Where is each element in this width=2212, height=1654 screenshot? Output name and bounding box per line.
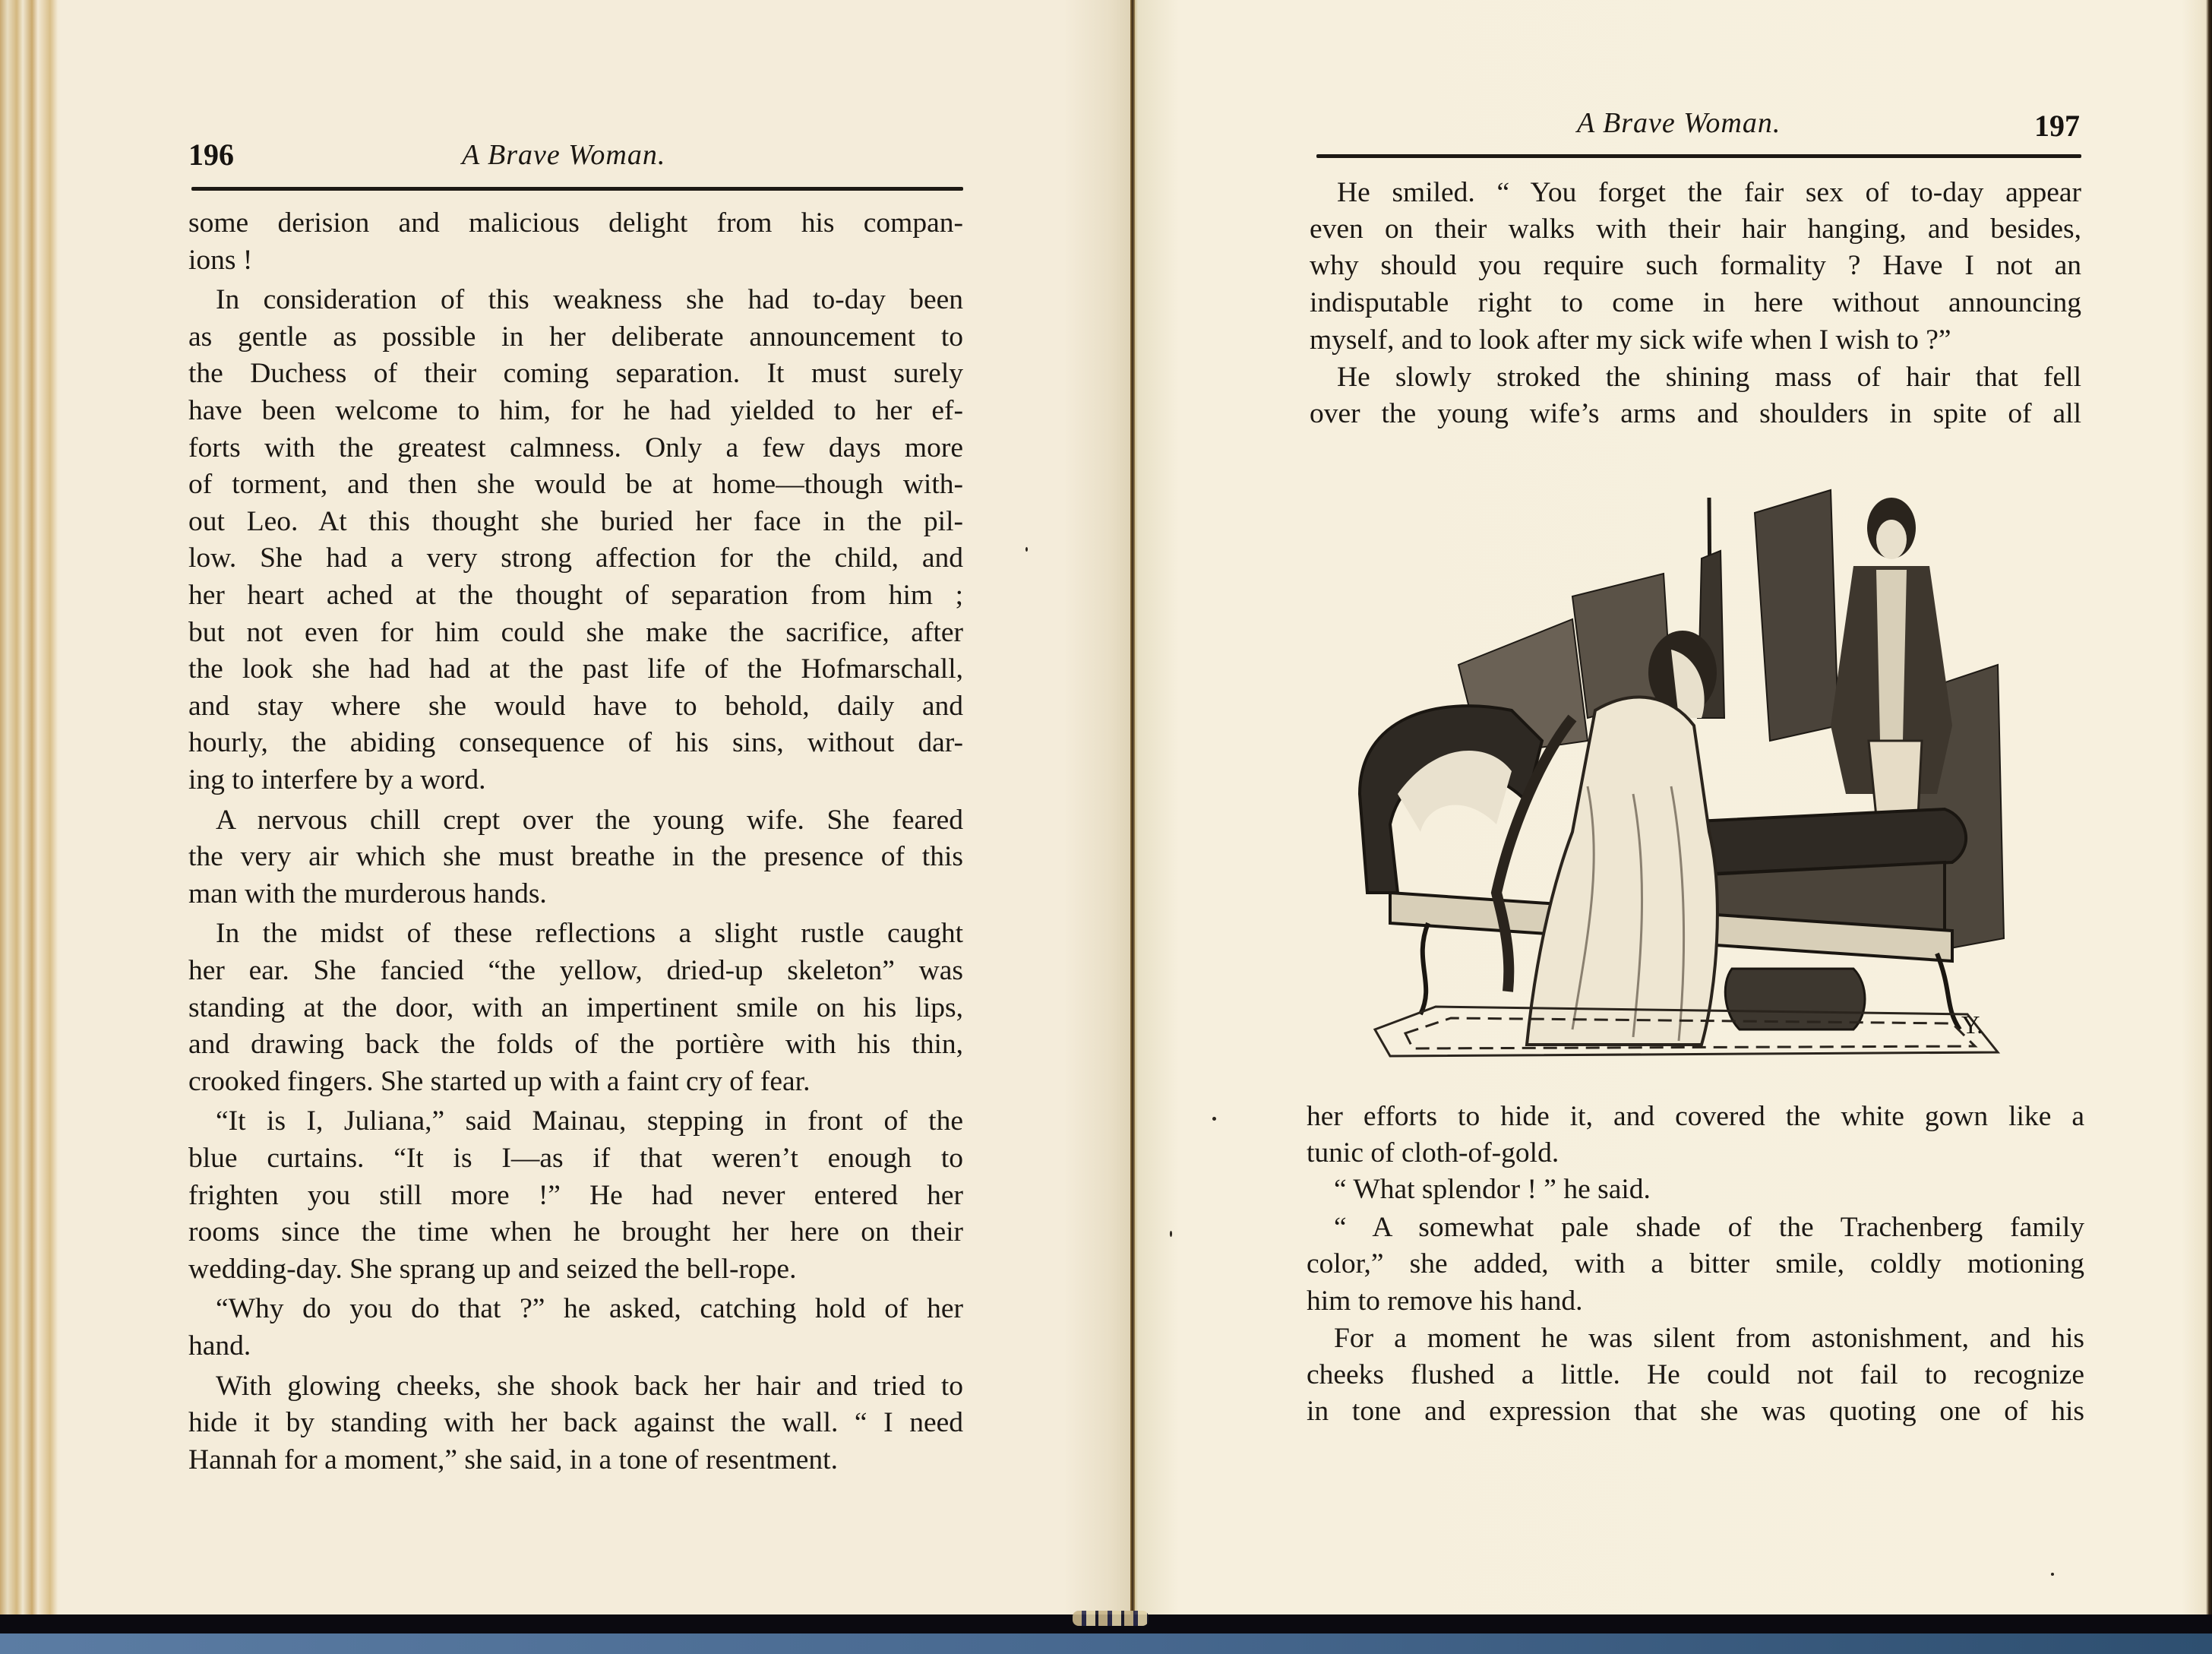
- text-line: With glowing cheeks, she shook back her hair and tried to: [216, 1371, 963, 1402]
- text-line: color,” she added, with a bitter smile, coldly motioning: [1307, 1248, 2084, 1279]
- text-line: rooms since the time when he brought her here on their: [188, 1216, 963, 1248]
- scan-background: [0, 1633, 2212, 1654]
- text-line: the very air which she must breathe in the presence of this: [188, 841, 963, 872]
- text-line: cheeks flushed a little. He could not fail to recognize: [1307, 1359, 2084, 1390]
- text-line: In consideration of this weakness she had to-day been: [216, 284, 963, 315]
- text-line: man with the murderous hands.: [188, 878, 547, 909]
- text-line: ing to interfere by a word.: [188, 764, 486, 795]
- text-line: hide it by standing with her back against the wall. “ I need: [188, 1407, 963, 1438]
- text-line: out Leo. At this thought she buried her face in the pil-: [188, 506, 963, 537]
- binding-thread: [1073, 1611, 1149, 1626]
- text-line: “ What splendor ! ” he said.: [1334, 1174, 1651, 1205]
- text-line: her heart ached at the thought of separation from him ;: [188, 580, 963, 611]
- text-line: blue curtains. “It is I—as if that weren’t enough to: [188, 1143, 963, 1174]
- text-line: ions !: [188, 245, 253, 276]
- text-line: have been welcome to him, for he had yielded to her ef-: [188, 395, 963, 426]
- left-body-text: [188, 207, 963, 1475]
- paper-speck: [2051, 1573, 2054, 1576]
- running-title-text: A Brave Woman.: [1577, 107, 1781, 139]
- text-line: even on their walks with their hair hanging, and besides,: [1310, 213, 2081, 245]
- right-body-text-bottom: [1307, 1100, 2084, 1434]
- text-line: low. She had a very strong affection for the child, and: [188, 542, 963, 574]
- text-line: the look she had had at the past life of the Hofmarschall,: [188, 653, 963, 685]
- left-page-number: 196: [188, 138, 234, 172]
- text-line: standing at the door, with an impertinent smile on his lips,: [188, 992, 963, 1023]
- text-line: “Why do you do that ?” he asked, catching hold of her: [216, 1293, 963, 1324]
- text-line: In the midst of these reflections a slight rustle caught: [216, 918, 963, 949]
- text-line: her efforts to hide it, and covered the white gown like a: [1307, 1101, 2084, 1132]
- paper-speck: [1212, 1117, 1216, 1121]
- text-line: forts with the greatest calmness. Only a few days more: [188, 432, 963, 463]
- text-line: some derision and malicious delight from his compan-: [188, 207, 963, 239]
- right-running-title: [1577, 106, 1781, 140]
- gutter: [1130, 0, 1135, 1614]
- text-line: “ A somewhat pale shade of the Trachenberg family: [1334, 1212, 2084, 1243]
- header-rule: [191, 187, 963, 191]
- text-line: why should you require such formality ? Have I not an: [1310, 250, 2081, 281]
- text-line: He slowly stroked the shining mass of hair that fell: [1337, 362, 2081, 393]
- text-line: and drawing back the folds of the portière with his thin,: [188, 1029, 963, 1060]
- text-line: For a moment he was silent from astonishment, and his: [1334, 1323, 2084, 1354]
- text-line: indisputable right to come in here without announcing: [1310, 287, 2081, 318]
- text-line: hand.: [188, 1330, 251, 1361]
- text-line: frighten you still more !” He had never entered her: [188, 1180, 963, 1211]
- text-line: tunic of cloth-of-gold.: [1307, 1137, 1559, 1169]
- header-rule: [1316, 154, 2081, 158]
- text-line: in tone and expression that she was quoting one of his: [1307, 1396, 2084, 1427]
- text-line: as gentle as possible in her deliberate announcement to: [188, 321, 963, 353]
- text-line: over the young wife’s arms and shoulders in spite of all: [1310, 398, 2081, 429]
- right-page-number: 197: [2034, 109, 2080, 143]
- text-line: hourly, the abiding consequence of his sins, without dar-: [188, 727, 963, 758]
- text-line: He smiled. “ You forget the fair sex of to-day appear: [1337, 177, 2081, 208]
- text-line: A nervous chill crept over the young wife. She feared: [216, 805, 963, 836]
- right-body-text-top: [1310, 176, 2081, 435]
- text-line: myself, and to look after my sick wife when I wish to ?”: [1310, 324, 1951, 356]
- man-figure: [1831, 498, 1952, 817]
- text-line: crooked fingers. She started up with a faint cry of fear.: [188, 1066, 811, 1097]
- left-running-title: [462, 138, 665, 172]
- text-line: “It is I, Juliana,” said Mainau, stepping in front of the: [216, 1105, 963, 1137]
- paper-speck: [1025, 547, 1028, 552]
- text-line: her ear. She fancied “the yellow, dried-up skeleton” was: [188, 955, 963, 986]
- engraving-illustration: [1345, 467, 2005, 1060]
- text-line: the Duchess of their coming separation. It must surely: [188, 358, 963, 389]
- illustrator-signature: Y.: [1961, 1011, 1983, 1039]
- text-line: and stay where she would have to behold, daily and: [188, 691, 963, 722]
- text-line: of torment, and then she would be at home—though with-: [188, 469, 963, 500]
- text-line: wedding-day. She sprang up and seized the bell-rope.: [188, 1254, 797, 1285]
- paper-speck: [1170, 1231, 1172, 1237]
- text-line: Hannah for a moment,” she said, in a tone of resentment.: [188, 1444, 838, 1475]
- running-title-text: A Brave Woman.: [462, 139, 666, 171]
- text-line: but not even for him could she make the sacrifice, after: [188, 617, 963, 648]
- text-line: him to remove his hand.: [1307, 1286, 1583, 1317]
